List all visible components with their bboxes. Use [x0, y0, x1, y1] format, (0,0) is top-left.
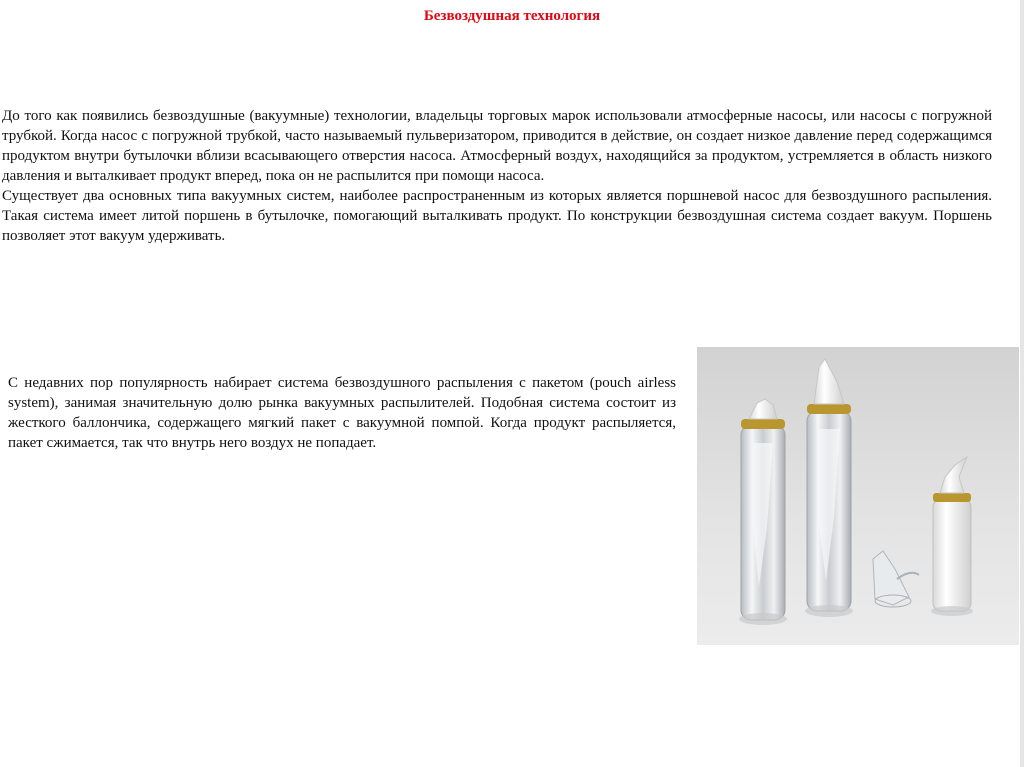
intro-paragraph-2: Существует два основных типа вакуумных систем, наиболее распространенным из которых является поршневой насос для безвоздушного распыления. Такая система имеет литой поршень в бутылочке, помогающий выталкивать продукт. По конструкции безвоздушная система создает вакуум. Поршень позволяет этот вакуум удерживать. [2, 188, 992, 244]
glass-bottle-left [739, 399, 787, 625]
intro-text [2, 106, 992, 246]
intro-paragraph-1: До того как появились безвоздушные (вакуумные) технологии, владельцы торговых марок использовали атмосферные насосы, или насосы с погружной трубкой. Когда насос с погружной трубкой, часто называемый пульверизатором, приводится в действие, он создает низкое давление перед содержащимся продуктом внутри бутылочки вблизи всасывающего отверстия насоса. Атмосферный воздух, находящийся за продуктом, устремляется в область низкого давления и выталкивает продукт вперед, пока он не распылится при помощи насоса. [2, 108, 992, 184]
page-title: Безвоздушная технология [423, 8, 601, 24]
bottles-illustration [697, 347, 1019, 645]
right-edge-divider [1020, 0, 1024, 767]
pouch-system-paragraph: С недавних пор популярность набирает система безвоздушного распыления с пакетом (pouch airless system), занимая значительную долю рынка вакуумных распылителей. Подобная система состоит из жесткого баллончика, содержащего мягкий пакет с вакуумной помпой. Когда продукт распыляется, пакет сжимается, так что внутрь него воздух не попадает. [8, 375, 676, 451]
airless-bottles-photo [697, 347, 1019, 645]
